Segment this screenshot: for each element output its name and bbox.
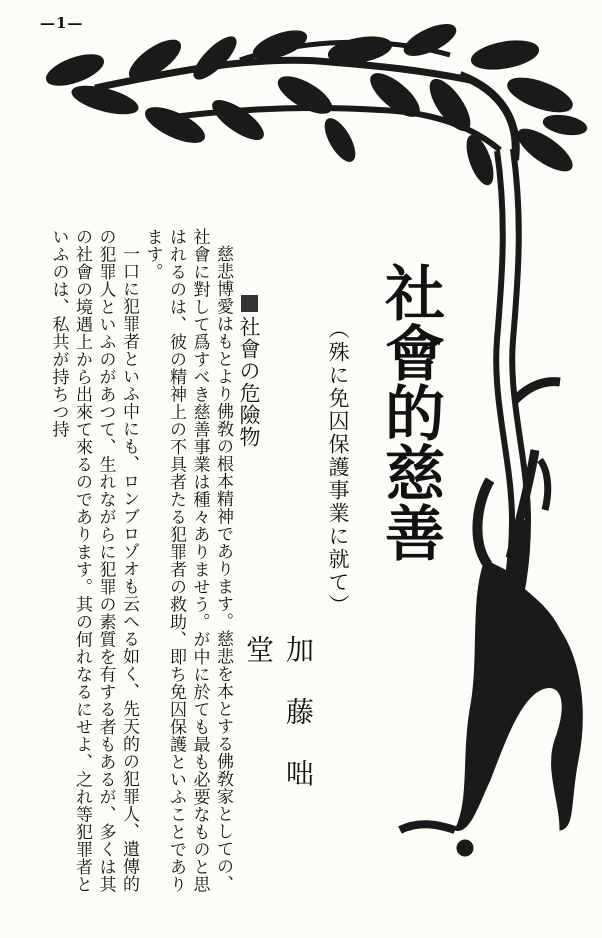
body-paragraph: 慈悲博愛はもとより佛敎の根本精神であります。慈悲を本とする佛敎家としての、社會に對して爲すべき慈善事業は種々ありませう。が中に於ても最も必要なものと思はれるのは、彼の精神上の不具者たる犯罪者の救助、即ち免囚保護といふことであります。 (142, 228, 233, 893)
body-paragraph: 一口に犯罪者といふ中にも、ロンブロゾオも云へる如く、先天的の犯罪人、遺傳的の犯罪人といふのがあつて、生れながらに犯罪の素質を有する者もあるが、多くは其の社會の境遇上から出來て來るのであります。其の何れなるにせよ、之れ等犯罪者といふのは、私共が持ちつ持 (48, 228, 139, 893)
square-bullet-icon (241, 295, 258, 312)
article-subtitle: （殊に免囚保護事業に就て） (326, 318, 350, 617)
page-number: —1— (40, 14, 84, 32)
article-title: 社會的慈善 (375, 262, 445, 562)
author-name: 加藤咄堂 (242, 635, 315, 821)
section-heading-text: 社會の危險物 (237, 316, 261, 448)
article-body (22, 228, 234, 908)
